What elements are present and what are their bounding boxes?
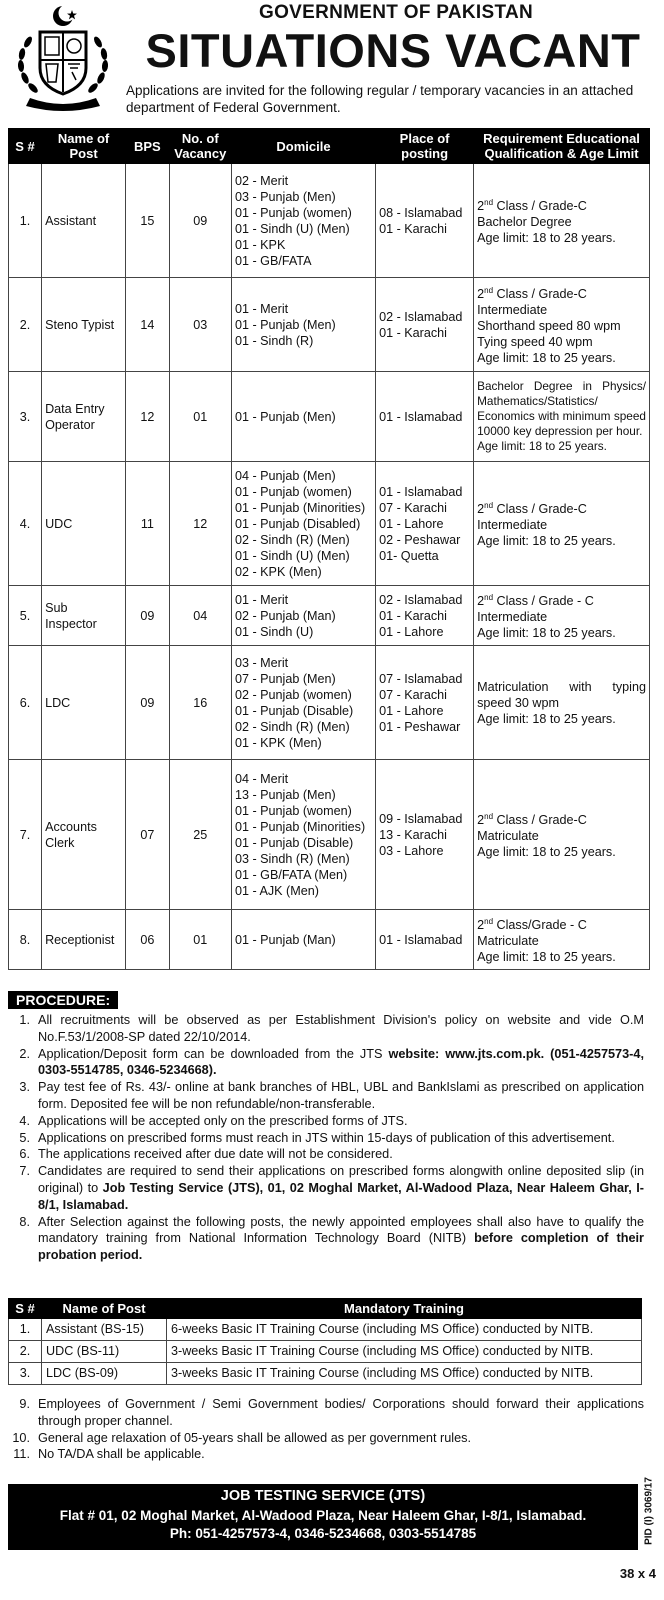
table-row xyxy=(9,1363,642,1385)
list-item xyxy=(8,1130,644,1147)
domicile-line: 01 - Punjab (women) xyxy=(234,803,352,818)
domicile-line: 03 - Punjab (Men) xyxy=(234,189,336,204)
cell-bps: 06 xyxy=(126,910,170,970)
table-row xyxy=(9,1319,642,1341)
domicile-line: 02 - Merit xyxy=(234,173,289,188)
posting-line: 01 - Lahore xyxy=(379,703,444,718)
req-text: Matriculation with typing speed 30 wpm xyxy=(477,679,646,710)
req-text: Bachelor Degree in Physics/ Mathematics/Statistics/ Economics with minimum speed 10000 key depression per hour. xyxy=(477,379,646,438)
cell-vacancy: 12 xyxy=(169,462,231,586)
ad-size: 38 x 4 xyxy=(619,1566,656,1581)
footer-address: Flat # 01, 02 Moghal Market, Al-Wadood Plaza, Near Haleem Ghar, I-8/1, Islamabad. xyxy=(59,1508,587,1523)
posting-line: 09 - Islamabad xyxy=(379,811,463,826)
procedure-list xyxy=(8,1012,644,1264)
table-row xyxy=(9,760,650,910)
headline: SITUATIONS VACANT xyxy=(145,24,641,77)
cell-vacancy: 01 xyxy=(169,372,231,462)
cell-post: Data Entry Operator xyxy=(42,372,126,462)
item-text: All recruitments will be observed as per Establishment Division's policy on website and vide O.M No.F.53/1/2008-SP dated 22/10/2014. xyxy=(38,1013,644,1044)
req-line: Tying speed 40 wpm xyxy=(477,335,593,350)
req-line: Matriculate xyxy=(477,934,539,949)
cell-sno: 5. xyxy=(9,586,42,646)
domicile-line: 02 - Punjab (women) xyxy=(234,687,352,702)
list-item xyxy=(8,1113,644,1130)
probation-note: before completion of their probation period. xyxy=(38,1231,644,1263)
cell-domicile xyxy=(231,760,375,910)
domicile-line: 01 - AJK (Men) xyxy=(234,883,319,898)
domicile-line: 01 - GB/FATA xyxy=(234,253,312,268)
domicile-line: 01 - GB/FATA (Men) xyxy=(234,867,348,882)
col-bps: BPS xyxy=(126,129,170,164)
cell-sno: 8. xyxy=(9,910,42,970)
cell-sno: 3. xyxy=(9,372,42,462)
intro-text: Applications are invited for the following regular / temporary vacancies in an attached department of Federal Government. xyxy=(126,83,634,115)
col-post: Name of Post xyxy=(42,129,126,164)
domicile-line: 02 - Punjab (Man) xyxy=(234,608,336,623)
list-item xyxy=(8,1046,644,1080)
posting-line: 08 - Islamabad xyxy=(379,205,463,220)
cell-vacancy: 04 xyxy=(169,586,231,646)
table-row xyxy=(9,372,650,462)
table-row xyxy=(9,1341,642,1363)
cell-post: Accounts Clerk xyxy=(42,760,126,910)
req-age: Age limit: 18 to 25 years. xyxy=(477,439,607,453)
req-line: Age limit: 18 to 25 years. xyxy=(477,950,616,965)
cell-sno: 7. xyxy=(9,760,42,910)
req-line: 2nd Class / Grade-C xyxy=(477,285,587,302)
cell-requirement xyxy=(474,760,650,910)
pid-label-wrap xyxy=(639,1470,659,1552)
item-text: General age relaxation of 05-years shall be allowed as per government rules. xyxy=(38,1430,472,1445)
req-line: Age limit: 18 to 25 years. xyxy=(477,845,616,860)
vacancy-table xyxy=(8,128,650,970)
posting-line: 01 - Lahore xyxy=(379,516,444,531)
cell-posting xyxy=(376,164,474,278)
cell-bps: 12 xyxy=(126,372,170,462)
cell-post: Sub Inspector xyxy=(42,586,126,646)
cell-bps: 09 xyxy=(126,646,170,760)
posting-line: 01 - Lahore xyxy=(379,624,444,639)
item-number: 3. xyxy=(19,1080,30,1095)
item-text: Employees of Government / Semi Government bodies/ Corporations should forward their applications through proper channel. xyxy=(38,1397,644,1428)
table-header-row xyxy=(9,129,650,164)
req-line: 2nd Class / Grade - C xyxy=(477,592,594,609)
cell-vacancy: 03 xyxy=(169,278,231,372)
footer-box xyxy=(8,1484,638,1550)
req-line: Shorthand speed 80 wpm xyxy=(477,319,621,334)
table-row xyxy=(9,164,650,278)
list-item xyxy=(8,1214,644,1264)
table-row xyxy=(9,462,650,586)
domicile-line: 01 - Merit xyxy=(234,592,289,607)
item-text: The applications received after due date will not be considered. xyxy=(38,1147,393,1162)
item-number: 4. xyxy=(19,1113,30,1128)
cell-domicile xyxy=(231,462,375,586)
domicile-line: 01 - Sindh (R) xyxy=(234,333,314,348)
cell-bps: 09 xyxy=(126,586,170,646)
domicile-line: 01 - Punjab (Men) xyxy=(234,409,336,424)
cell-post: Steno Typist xyxy=(42,278,126,372)
cell-post: LDC xyxy=(42,646,126,760)
cell-posting xyxy=(376,586,474,646)
state-emblem-icon xyxy=(6,2,120,112)
cell-domicile xyxy=(231,278,375,372)
jts-website: website: www.jts.com.pk. (051-4257573-4, 0303-5514785, 0346-5234668). xyxy=(38,1046,644,1078)
col-sno: S # xyxy=(9,129,42,164)
cell-domicile xyxy=(231,372,375,462)
cell-domicile xyxy=(231,164,375,278)
domicile-line: 01 - Sindh (U) (Men) xyxy=(234,548,350,563)
cell-posting xyxy=(376,646,474,760)
posting-line: 01 - Karachi xyxy=(379,608,447,623)
page-title: GOVERNMENT OF PAKISTAN xyxy=(258,2,533,23)
list-item xyxy=(8,1396,644,1430)
domicile-line: 04 - Punjab (Men) xyxy=(234,468,336,483)
req-age: Age limit: 18 to 25 years. xyxy=(477,711,616,726)
item-number: 10. xyxy=(12,1430,30,1445)
cell-domicile xyxy=(231,910,375,970)
cell-sno: 6. xyxy=(9,646,42,760)
cell-vacancy: 01 xyxy=(169,910,231,970)
cell-posting xyxy=(376,462,474,586)
req-line: Bachelor Degree xyxy=(477,215,572,230)
list-item xyxy=(8,1012,644,1046)
cell-requirement xyxy=(474,586,650,646)
cell-bps: 14 xyxy=(126,278,170,372)
posting-line: 07 - Islamabad xyxy=(379,671,463,686)
domicile-line: 01 - Sindh (U) (Men) xyxy=(234,221,350,236)
posting-line: 07 - Karachi xyxy=(379,500,447,515)
cell-sno: 4. xyxy=(9,462,42,586)
posting-line: 03 - Lahore xyxy=(379,843,444,858)
procedure-list-continued xyxy=(8,1396,644,1463)
cell-post: Receptionist xyxy=(42,910,126,970)
col-training: Mandatory Training xyxy=(167,1299,642,1319)
posting-line: 01 - Islamabad xyxy=(379,484,463,499)
posting-line: 01 - Islamabad xyxy=(379,409,463,424)
posting-line: 01 - Peshawar xyxy=(379,719,461,734)
domicile-line: 01 - Punjab (Man) xyxy=(234,932,336,947)
cell-bps: 15 xyxy=(126,164,170,278)
domicile-line: 01 - Sindh (U) xyxy=(234,624,314,639)
item-text: Applications will be accepted only on the prescribed forms of JTS. xyxy=(38,1113,408,1128)
posting-line: 02 - Islamabad xyxy=(379,309,463,324)
cell-vacancy: 16 xyxy=(169,646,231,760)
item-text: Application/Deposit form can be downloaded from the JTS xyxy=(38,1046,389,1061)
domicile-line: 01 - Punjab (Men) xyxy=(234,317,336,332)
posting-line: 01 - Karachi xyxy=(379,325,447,340)
list-item xyxy=(8,1163,644,1213)
domicile-line: 03 - Sindh (R) (Men) xyxy=(234,851,350,866)
domicile-line: 01 - Punjab (women) xyxy=(234,205,352,220)
req-line: Intermediate xyxy=(477,303,548,318)
item-number: 11. xyxy=(13,1447,30,1462)
req-line: Age limit: 18 to 25 years. xyxy=(477,626,616,641)
col-domicile: Domicile xyxy=(231,129,375,164)
item-text: Applications on prescribed forms must reach in JTS within 15-days of publication of this advertisement. xyxy=(38,1130,615,1145)
posting-line: 01- Quetta xyxy=(379,548,439,563)
cell-requirement xyxy=(474,372,650,462)
req-line: 2nd Class / Grade-C xyxy=(477,811,587,828)
cell-requirement xyxy=(474,278,650,372)
domicile-line: 03 - Merit xyxy=(234,655,289,670)
header xyxy=(0,0,664,120)
domicile-line: 01 - Punjab (Minorities) xyxy=(234,500,366,515)
cell-vacancy: 25 xyxy=(169,760,231,910)
posting-line: 01 - Karachi xyxy=(379,221,447,236)
cell-sno: 1. xyxy=(9,1319,42,1341)
cell-post: Assistant (BS-15) xyxy=(42,1319,167,1341)
cell-sno: 2. xyxy=(9,278,42,372)
domicile-line: 02 - Sindh (R) (Men) xyxy=(234,719,350,734)
req-line: Age limit: 18 to 25 years. xyxy=(477,351,616,366)
cell-sno: 3. xyxy=(9,1363,42,1385)
col-sno: S # xyxy=(9,1299,42,1319)
item-number: 7. xyxy=(19,1164,30,1179)
cell-post: LDC (BS-09) xyxy=(42,1363,167,1385)
training-table xyxy=(8,1298,642,1385)
req-line: 2nd Class/Grade - C xyxy=(477,916,587,933)
list-item xyxy=(8,1446,644,1463)
cell-training: 3-weeks Basic IT Training Course (including MS Office) conducted by NITB. xyxy=(167,1341,642,1363)
posting-line: 02 - Peshawar xyxy=(379,532,461,547)
item-number: 5. xyxy=(19,1130,30,1145)
cell-requirement xyxy=(474,646,650,760)
footer-org: JOB TESTING SERVICE (JTS) xyxy=(220,1488,426,1504)
cell-posting xyxy=(376,910,474,970)
domicile-line: 01 - Punjab (Minorities) xyxy=(234,819,366,834)
item-number: 2. xyxy=(19,1046,30,1061)
domicile-line: 01 - Merit xyxy=(234,301,289,316)
cell-post: Assistant xyxy=(42,164,126,278)
footer-phone: Ph: 051-4257573-4, 0346-5234668, 0303-5514785 xyxy=(169,1526,477,1541)
req-line: Age limit: 18 to 25 years. xyxy=(477,534,616,549)
domicile-line: 01 - KPK xyxy=(234,237,286,252)
col-requirement: Requirement Educational Qualification & Age Limit xyxy=(474,129,650,164)
cell-requirement xyxy=(474,164,650,278)
cell-bps: 11 xyxy=(126,462,170,586)
posting-line: 13 - Karachi xyxy=(379,827,447,842)
cell-sno: 1. xyxy=(9,164,42,278)
cell-training: 6-weeks Basic IT Training Course (including MS Office) conducted by NITB. xyxy=(167,1319,642,1341)
table-row xyxy=(9,278,650,372)
domicile-line: 01 - Punjab (women) xyxy=(234,484,352,499)
cell-sno: 2. xyxy=(9,1341,42,1363)
jts-address: Job Testing Service (JTS), 01, 02 Moghal Market, Al-Wadood Plaza, Near Haleem Ghar, I-8/1, Islamabad. xyxy=(38,1180,644,1212)
cell-vacancy: 09 xyxy=(169,164,231,278)
list-item xyxy=(8,1430,644,1447)
domicile-line: 01 - Punjab (Disable) xyxy=(234,835,354,850)
item-number: 6. xyxy=(19,1147,30,1162)
domicile-line: 02 - Sindh (R) (Men) xyxy=(234,532,350,547)
domicile-line: 04 - Merit xyxy=(234,771,289,786)
cell-post: UDC xyxy=(42,462,126,586)
domicile-line: 02 - KPK (Men) xyxy=(234,564,322,579)
domicile-line: 01 - Punjab (Disabled) xyxy=(234,516,361,531)
cell-domicile xyxy=(231,586,375,646)
domicile-line: 07 - Punjab (Men) xyxy=(234,671,336,686)
req-line: Matriculate xyxy=(477,829,539,844)
domicile-line: 01 - Punjab (Disable) xyxy=(234,703,354,718)
cell-domicile xyxy=(231,646,375,760)
table-row xyxy=(9,586,650,646)
cell-requirement xyxy=(474,462,650,586)
col-posting: Place of posting xyxy=(376,129,474,164)
posting-line: 02 - Islamabad xyxy=(379,592,463,607)
col-post: Name of Post xyxy=(42,1299,167,1319)
req-line: Intermediate xyxy=(477,518,548,533)
cell-training: 3-weeks Basic IT Training Course (including MS Office) conducted by NITB. xyxy=(167,1363,642,1385)
domicile-line: 13 - Punjab (Men) xyxy=(234,787,336,802)
item-number: 9. xyxy=(19,1397,30,1411)
req-line: 2nd Class / Grade-C xyxy=(477,500,587,517)
pid-label: PID (I) 3069/17 xyxy=(643,1477,655,1545)
req-line: Age limit: 18 to 28 years. xyxy=(477,231,616,246)
cell-bps: 07 xyxy=(126,760,170,910)
cell-requirement xyxy=(474,910,650,970)
col-vacancy: No. of Vacancy xyxy=(169,129,231,164)
procedure-heading: PROCEDURE: xyxy=(8,991,118,1009)
item-text: Candidates are required to send their applications on prescribed forms alongwith online deposited slip (in original) to xyxy=(38,1164,644,1195)
req-line: Intermediate xyxy=(477,610,548,625)
item-text: Pay test fee of Rs. 43/- online at bank branches of HBL, UBL and BankIslami as prescribed on application form. Deposited fee will be non refundable/non-transferable. xyxy=(38,1080,644,1111)
item-text: No TA/DA shall be applicable. xyxy=(38,1447,205,1462)
item-number: 8. xyxy=(19,1214,30,1229)
item-text: After Selection against the following posts, the newly appointed employees shall also have to qualify the mandatory training from National Information Technology Board (NITB) xyxy=(38,1214,644,1246)
posting-line: 01 - Islamabad xyxy=(379,932,463,947)
cell-posting xyxy=(376,278,474,372)
list-item xyxy=(8,1079,644,1113)
cell-posting xyxy=(376,372,474,462)
table-row xyxy=(9,910,650,970)
cell-posting xyxy=(376,760,474,910)
posting-line: 07 - Karachi xyxy=(379,687,447,702)
req-line: 2nd Class / Grade-C xyxy=(477,197,587,214)
item-number: 1. xyxy=(19,1013,30,1027)
table-header-row xyxy=(9,1299,642,1319)
table-row xyxy=(9,646,650,760)
cell-post: UDC (BS-11) xyxy=(42,1341,167,1363)
domicile-line: 01 - KPK (Men) xyxy=(234,735,322,750)
list-item xyxy=(8,1146,644,1163)
